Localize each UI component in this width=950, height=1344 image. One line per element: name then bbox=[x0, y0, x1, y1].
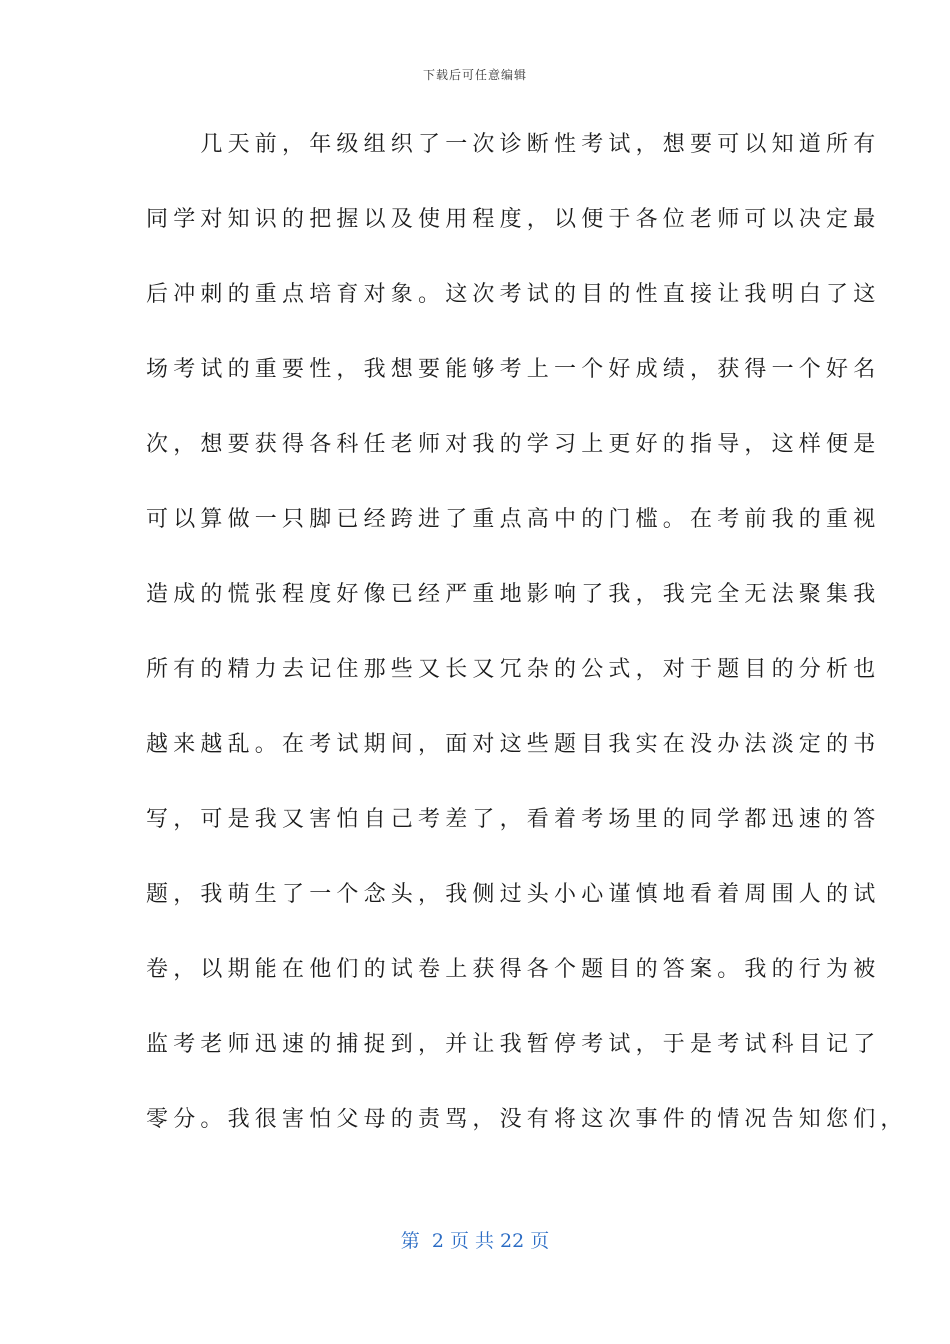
body-line: 几天前，年级组织了一次诊断性考试，想要可以知道所有 bbox=[146, 132, 881, 157]
body-line: 监考老师迅速的捕捉到，并让我暂停考试，于是考试科目记了 bbox=[146, 1032, 881, 1057]
body-line: 题，我萌生了一个念头，我侧过头小心谨慎地看着周围人的试 bbox=[146, 882, 881, 907]
body-line: 可以算做一只脚已经跨进了重点高中的门槛。在考前我的重视 bbox=[146, 507, 881, 532]
body-line: 次，想要获得各科任老师对我的学习上更好的指导，这样便是 bbox=[146, 432, 881, 457]
body-line: 越来越乱。在考试期间，面对这些题目我实在没办法淡定的书 bbox=[146, 732, 881, 757]
body-line: 卷，以期能在他们的试卷上获得各个题目的答案。我的行为被 bbox=[146, 957, 881, 982]
body-line: 场考试的重要性，我想要能够考上一个好成绩，获得一个好名 bbox=[146, 357, 881, 382]
page-number-footer: 第 2 页 共 22 页 bbox=[400, 1230, 550, 1252]
body-line: 所有的精力去记住那些又长又冗杂的公式，对于题目的分析也 bbox=[146, 657, 881, 682]
body-line: 零分。我很害怕父母的责骂，没有将这次事件的情况告知您们， bbox=[146, 1107, 908, 1132]
body-line: 造成的慌张程度好像已经严重地影响了我，我完全无法聚集我 bbox=[146, 582, 881, 607]
body-line: 后冲刺的重点培育对象。这次考试的目的性直接让我明白了这 bbox=[146, 282, 881, 307]
body-line: 写，可是我又害怕自己考差了，看着考场里的同学都迅速的答 bbox=[146, 807, 881, 832]
page-header-note: 下载后可任意编辑 bbox=[422, 68, 527, 82]
body-line: 同学对知识的把握以及使用程度，以便于各位老师可以决定最 bbox=[146, 207, 881, 232]
document-body bbox=[146, 124, 908, 1174]
